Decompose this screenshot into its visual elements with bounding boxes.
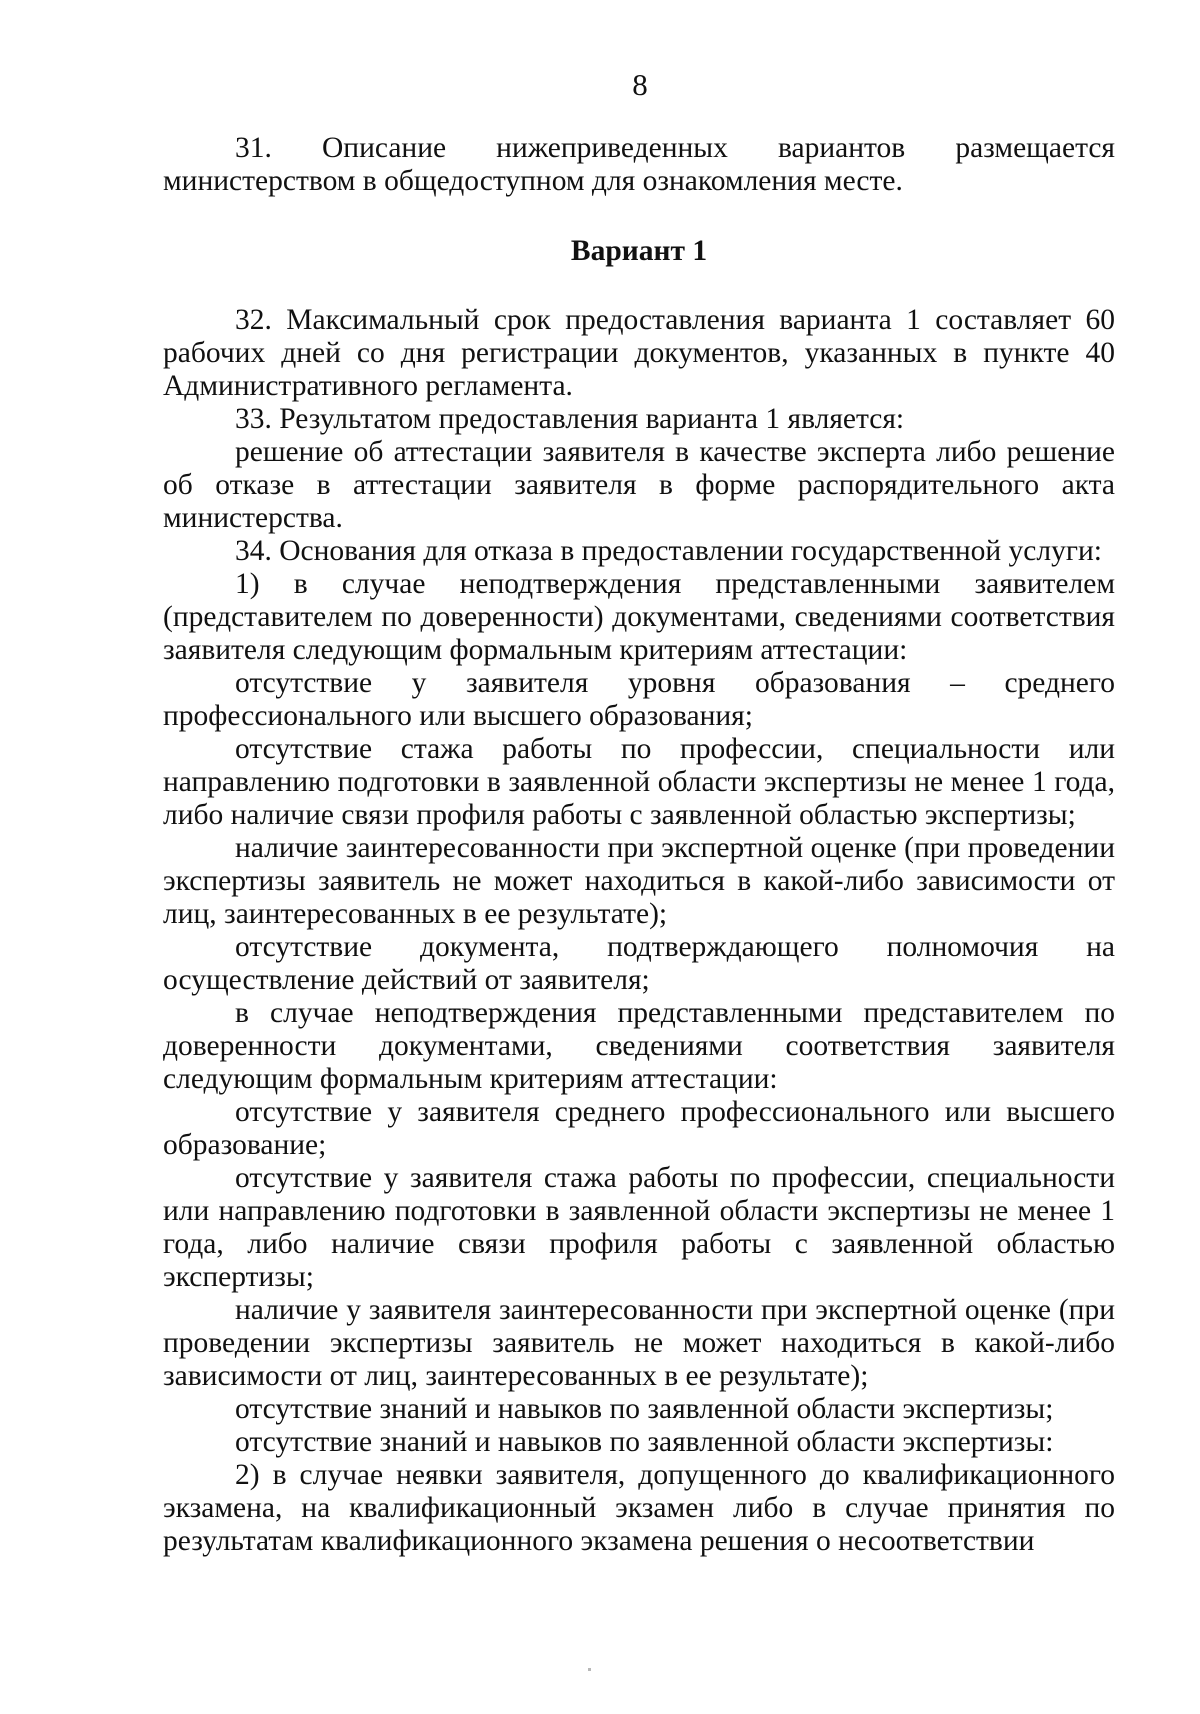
variant-heading: Вариант 1 — [570, 235, 708, 267]
representative-criterion-interest: наличие у заявителя заинтересованности при экспертной оценке (при проведении экспертизы заявитель не может находиться в какой-либо зависимости от лиц, заинтересованных в ее результате); — [163, 1294, 1115, 1392]
representative-criterion-education: отсутствие у заявителя среднего профессионального или высшего образование; — [163, 1096, 1115, 1161]
criterion-knowledge-1: отсутствие знаний и навыков по заявленной области экспертизы; — [235, 1393, 1054, 1425]
paragraph-33-result: решение об аттестации заявителя в качестве эксперта либо решение об отказе в аттестации заявителя в форме распорядительного акта министерства. — [163, 436, 1115, 534]
document-body — [163, 132, 1115, 1558]
criterion-interest: наличие заинтересованности при экспертной оценке (при проведении экспертизы заявитель не может находиться в какой-либо зависимости от лиц, заинтересованных в ее результате); — [163, 832, 1115, 930]
scan-dot — [588, 1668, 591, 1671]
paragraph-34: 34. Основания для отказа в предоставлении государственной услуги: — [235, 535, 1102, 567]
paragraph-32: 32. Максимальный срок предоставления варианта 1 составляет 60 рабочих дней со дня регистрации документов, указанных в пункте 40 Административного регламента. — [163, 304, 1115, 402]
paragraph-33: 33. Результатом предоставления варианта 1 является: — [235, 403, 905, 435]
criterion-knowledge-2: отсутствие знаний и навыков по заявленной области экспертизы: — [235, 1426, 1054, 1458]
paragraph-34-item-2: 2) в случае неявки заявителя, допущенного до квалификационного экзамена, на квалификационный экзамен либо в случае принятия по результатам квалификационного экзамена решения о несоответствии — [163, 1459, 1115, 1557]
paragraph-34-item-1: 1) в случае неподтверждения представленными заявителем (представителем по доверенности) документами, сведениями соответствия заявителя следующим формальным критериям аттестации: — [163, 568, 1115, 666]
page-number: 8 — [632, 67, 648, 102]
criterion-experience: отсутствие стажа работы по профессии, специальности или направлению подготовки в заявленной области экспертизы не менее 1 года, либо наличие связи профиля работы с заявленной областью экспертизы; — [163, 733, 1115, 831]
representative-case: в случае неподтверждения представленными представителем по доверенности документами, сведениями соответствия заявителя следующим формальным критериям аттестации: — [163, 997, 1115, 1095]
representative-criterion-experience: отсутствие у заявителя стажа работы по профессии, специальности или направлению подготовки в заявленной области экспертизы не менее 1 года, либо наличие связи профиля работы с заявленной областью экспертизы; — [163, 1162, 1115, 1293]
paragraph-31: 31. Описание нижеприведенных вариантов размещается министерством в общедоступном для ознакомления месте. — [163, 132, 1115, 197]
criterion-education: отсутствие у заявителя уровня образования – среднего профессионального или высшего образования; — [163, 667, 1115, 732]
criterion-authority-document: отсутствие документа, подтверждающего полномочия на осуществление действий от заявителя; — [163, 931, 1115, 996]
